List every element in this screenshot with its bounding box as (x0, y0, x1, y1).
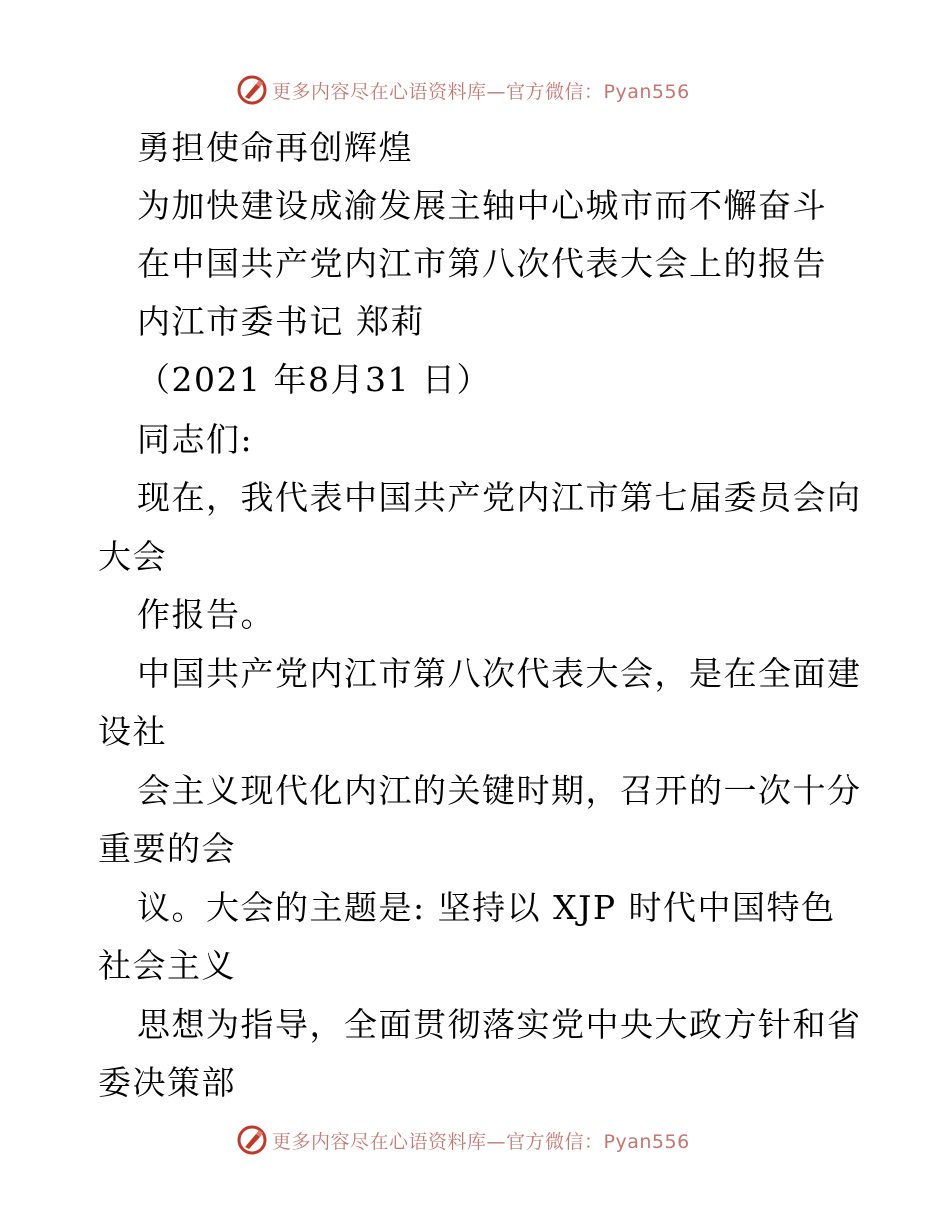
watermark-text: 更多内容尽在心语资料库—官方微信：Pyan556 (272, 80, 690, 103)
paragraph-line: 作报告。 (137, 595, 275, 634)
paragraph-line: 思想为指导，全面贯彻落实党中央大政方针和省 (137, 1005, 862, 1044)
paragraph-line: 现在，我代表中国共产党内江市第七届委员会向 (137, 478, 862, 517)
document-subtitle: 为加快建设成渝发展主轴中心城市而不懈奋斗 (137, 186, 827, 225)
paragraph-line: 中国共产党内江市第八次代表大会，是在全面建 (137, 654, 862, 693)
paragraph-line: 社会主义 (98, 946, 236, 985)
paragraph-line: 议。大会的主题是: 坚持以 XJP 时代中国特色 (137, 888, 836, 927)
pen-logo-icon (236, 74, 268, 106)
watermark-text: 更多内容尽在心语资料库—官方微信：Pyan556 (272, 1130, 690, 1153)
paragraph-line: 委决策部 (98, 1063, 236, 1102)
watermark-footer (236, 1122, 690, 1158)
paragraph-line: 会主义现代化内江的关键时期，召开的一次十分 (137, 771, 862, 810)
document-occasion: 在中国共产党内江市第八次代表大会上的报告 (137, 244, 827, 283)
salutation: 同志们: (137, 420, 254, 459)
watermark-header (236, 72, 690, 108)
pen-logo-icon (236, 1124, 268, 1156)
paragraph-line: 重要的会 (98, 829, 236, 868)
paragraph-line: 设社 (98, 712, 167, 751)
paragraph-line: 大会 (98, 537, 167, 576)
document-author: 内江市委书记 郑莉 (137, 302, 425, 341)
document-title: 勇担使命再创辉煌 (137, 128, 413, 167)
document-date: （2021 年8月31 日） (137, 360, 491, 399)
